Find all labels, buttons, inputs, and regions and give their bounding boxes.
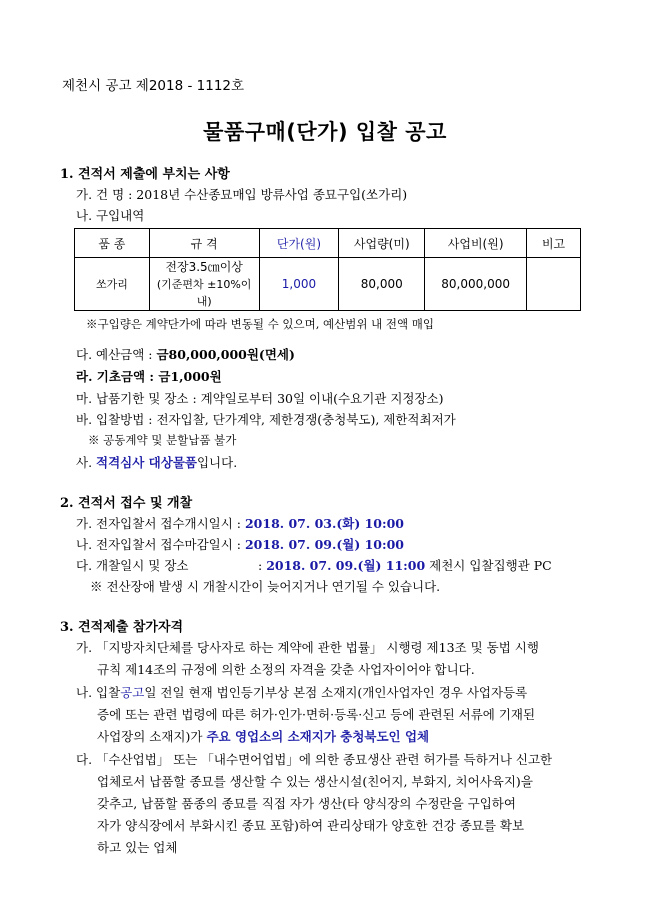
cell-quantity: 80,000 [339,258,425,311]
header-quantity: 사업량(미) [339,229,425,258]
outage-note: ※ 전산장애 발생 시 개찰시간이 늦어지거나 연기될 수 있습니다. [90,579,441,594]
spec-line-2: (기준편차 ±10%이내) [156,277,252,308]
open-label: 가. 전자입찰서 접수개시일시 : [76,516,245,531]
na-line3-prefix: 사업장의 소재지)가 [97,729,207,744]
qual-na-line2: 증에 또는 관련 법령에 따른 허가·인가·면허·등록·신고 등에 관련된 서류에 기재된 [97,707,536,722]
cell-cost: 80,000,000 [425,258,527,311]
na-region-highlight: 주요 영업소의 소재지가 충청북도인 업체 [206,729,430,744]
close-label: 나. 전자입찰서 접수마감일시 : [76,537,245,552]
na-prefix: 나. 입찰 [76,685,121,700]
table-row [75,258,581,311]
cell-remark [527,258,581,311]
qual-ga-line2: 규칙 제14조의 규정에 의한 소정의 자격을 갖춘 사업자이어야 합니다. [97,662,475,677]
qual-da-line3: 갖추고, 납품할 품종의 종묘를 직접 자가 생산(타 양식장의 수정란을 구입하여 [97,796,516,811]
qualification-review [76,453,237,471]
na-rest: 일 전일 현재 법인등기부상 본점 소재지(개인사업자인 경우 사업자등록 [144,685,528,700]
budget-value: 금80,000,000원(면세) [156,347,295,362]
budget-amount [76,345,295,363]
section1-heading: 1. 견적서 제출에 부치는 사항 [60,167,230,182]
cell-species: 쏘가리 [75,258,150,311]
qual-da-line4: 자가 양식장에서 부화시킨 종묘 포함)하여 관리상태가 양호한 건강 종묘를 확보 [97,818,525,833]
submission-close [76,535,404,553]
qual-na-line1 [76,683,527,701]
opening-label: 다. 개찰일시 및 장소 [76,558,189,573]
qual-ga-line1: 가. 「지방자치단체를 당사자로 하는 계약에 관한 법률」 시행령 제13조 및 동법 시행 [76,640,539,655]
close-value: 2018. 07. 09.(월) 10:00 [244,537,404,552]
table-header-row [75,229,581,258]
opening-value: 2018. 07. 09.(월) 11:00 [266,558,426,573]
review-highlight: 적격심사 대상물품 [96,455,197,470]
base-value: 금1,000원 [158,369,222,384]
qual-da-line2: 업체로서 납품할 종묘를 생산할 수 있는 생산시설(친어지, 부화지, 치어사육지)을 [97,774,533,789]
spec-line-1: 전장3.5㎝이상 [165,259,243,274]
open-value: 2018. 07. 03.(화) 10:00 [244,516,404,531]
review-suffix: 입니다. [196,455,238,470]
header-spec: 규 격 [149,229,259,258]
item-name: 가. 건 명 : 2018년 수산종묘매입 방류사업 종묘구입(쏘가리) [76,187,408,202]
notice-number: 제천시 공고 제2018 - 1112호 [62,78,245,94]
header-cost: 사업비(원) [425,229,527,258]
qual-na-line3 [97,727,429,745]
bidding-note: ※ 공동계약 및 분할납품 불가 [88,433,237,447]
qual-da-line1: 다. 「수산업법」 또는 「내수면어업법」에 의한 종묘생산 관련 허가를 득하거나 신고한 [76,752,553,767]
delivery-terms: 마. 납품기한 및 장소 : 계약일로부터 30일 이내(수요기관 지정장소) [76,391,444,406]
qual-da-line5: 하고 있는 업체 [97,840,178,855]
opening-place: 제천시 입찰집행관 PC [425,558,552,573]
na-notice-word: 공고 [120,685,145,700]
page-title: 물품구매(단가) 입찰 공고 [203,120,447,144]
header-unit-price: 단가(원) [259,229,339,258]
purchase-details-label: 나. 구입내역 [76,208,145,223]
review-prefix: 사. [76,455,97,470]
header-remark: 비고 [527,229,581,258]
opening-info [76,556,552,574]
bidding-method: 바. 입찰방법 : 전자입찰, 단가계약, 제한경쟁(충청북도), 제한적최저가 [76,412,456,427]
cell-unit-price: 1,000 [259,258,339,311]
opening-colon: : [258,558,267,573]
base-label: 라. 기초금액 : [76,369,159,384]
submission-open [76,514,404,532]
table-note: ※구입량은 계약단가에 따라 변동될 수 있으며, 예산범위 내 전액 매입 [86,317,434,331]
base-amount [76,367,222,385]
section2-heading: 2. 견적서 접수 및 개찰 [60,496,193,511]
purchase-table [74,228,581,311]
cell-spec [149,258,259,311]
section3-heading: 3. 견적제출 참가자격 [60,620,184,635]
header-species: 품 종 [75,229,150,258]
budget-label: 다. 예산금액 : [76,347,157,362]
